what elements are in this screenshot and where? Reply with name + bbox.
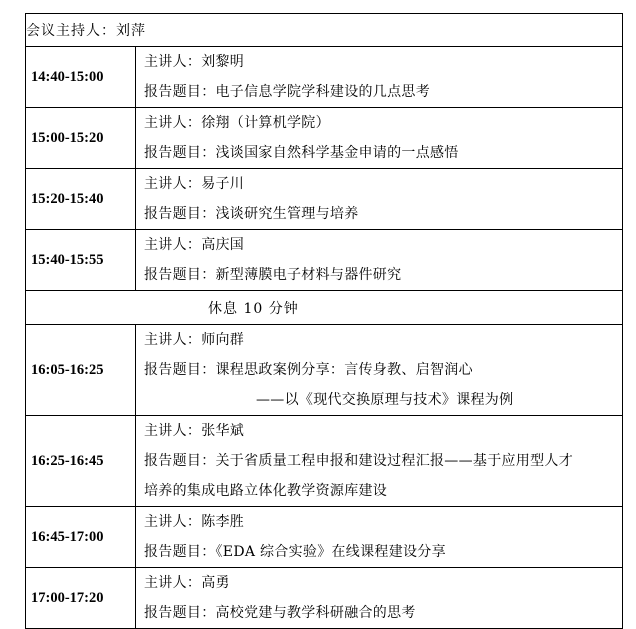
session-row	[26, 507, 623, 568]
session-row	[26, 568, 623, 629]
session-content	[136, 230, 623, 291]
session-speaker: 主讲人：张华斌	[144, 423, 245, 439]
session-topic: 报告题目：《EDA 综合实验》在线课程建设分享	[144, 544, 446, 560]
session-time: 16:25-16:45	[26, 416, 136, 507]
break-cell	[26, 291, 623, 325]
session-time: 15:00-15:20	[26, 108, 136, 169]
session-time: 15:20-15:40	[26, 169, 136, 230]
session-topic: 报告题目：关于省质量工程申报和建设过程汇报——基于应用型人才	[144, 453, 573, 469]
session-speaker: 主讲人：易子川	[144, 176, 245, 192]
session-content	[136, 507, 623, 568]
session-speaker: 主讲人：徐翔（计算机学院）	[144, 115, 330, 131]
session-content	[136, 108, 623, 169]
host-row	[26, 14, 623, 47]
session-topic: 报告题目：课程思政案例分享：言传身教、启智润心	[144, 362, 473, 378]
session-speaker: 主讲人：高庆国	[144, 237, 245, 253]
schedule-table	[25, 13, 623, 629]
session-row	[26, 230, 623, 291]
session-topic: 报告题目：高校党建与教学科研融合的思考	[144, 605, 416, 621]
break-row	[26, 291, 623, 325]
session-speaker: 主讲人：高勇	[144, 575, 230, 591]
session-content	[136, 47, 623, 108]
session-content	[136, 325, 623, 416]
session-row	[26, 169, 623, 230]
session-content	[136, 169, 623, 230]
session-topic: 报告题目：电子信息学院学科建设的几点思考	[144, 84, 430, 100]
session-row	[26, 108, 623, 169]
session-topic: 报告题目：浅谈国家自然科学基金申请的一点感悟	[144, 145, 459, 161]
session-time: 17:00-17:20	[26, 568, 136, 629]
session-speaker: 主讲人：陈李胜	[144, 514, 245, 530]
session-speaker: 主讲人：刘黎明	[144, 54, 245, 70]
session-row	[26, 416, 623, 507]
host-label: 会议主持人：刘萍	[26, 14, 623, 47]
session-speaker: 主讲人：师向群	[144, 332, 245, 348]
session-row	[26, 47, 623, 108]
session-content	[136, 568, 623, 629]
session-time: 16:05-16:25	[26, 325, 136, 416]
session-topic: 报告题目：浅谈研究生管理与培养	[144, 206, 359, 222]
session-topic-continued: 培养的集成电路立体化教学资源库建设	[144, 483, 388, 499]
session-time: 14:40-15:00	[26, 47, 136, 108]
session-content	[136, 416, 623, 507]
session-row	[26, 325, 623, 416]
session-topic-subtitle: ——以《现代交换原理与技术》课程为例	[256, 392, 514, 408]
session-topic: 报告题目：新型薄膜电子材料与器件研究	[144, 267, 402, 283]
session-time: 15:40-15:55	[26, 230, 136, 291]
break-label: 休息 10 分钟	[208, 300, 299, 317]
session-time: 16:45-17:00	[26, 507, 136, 568]
